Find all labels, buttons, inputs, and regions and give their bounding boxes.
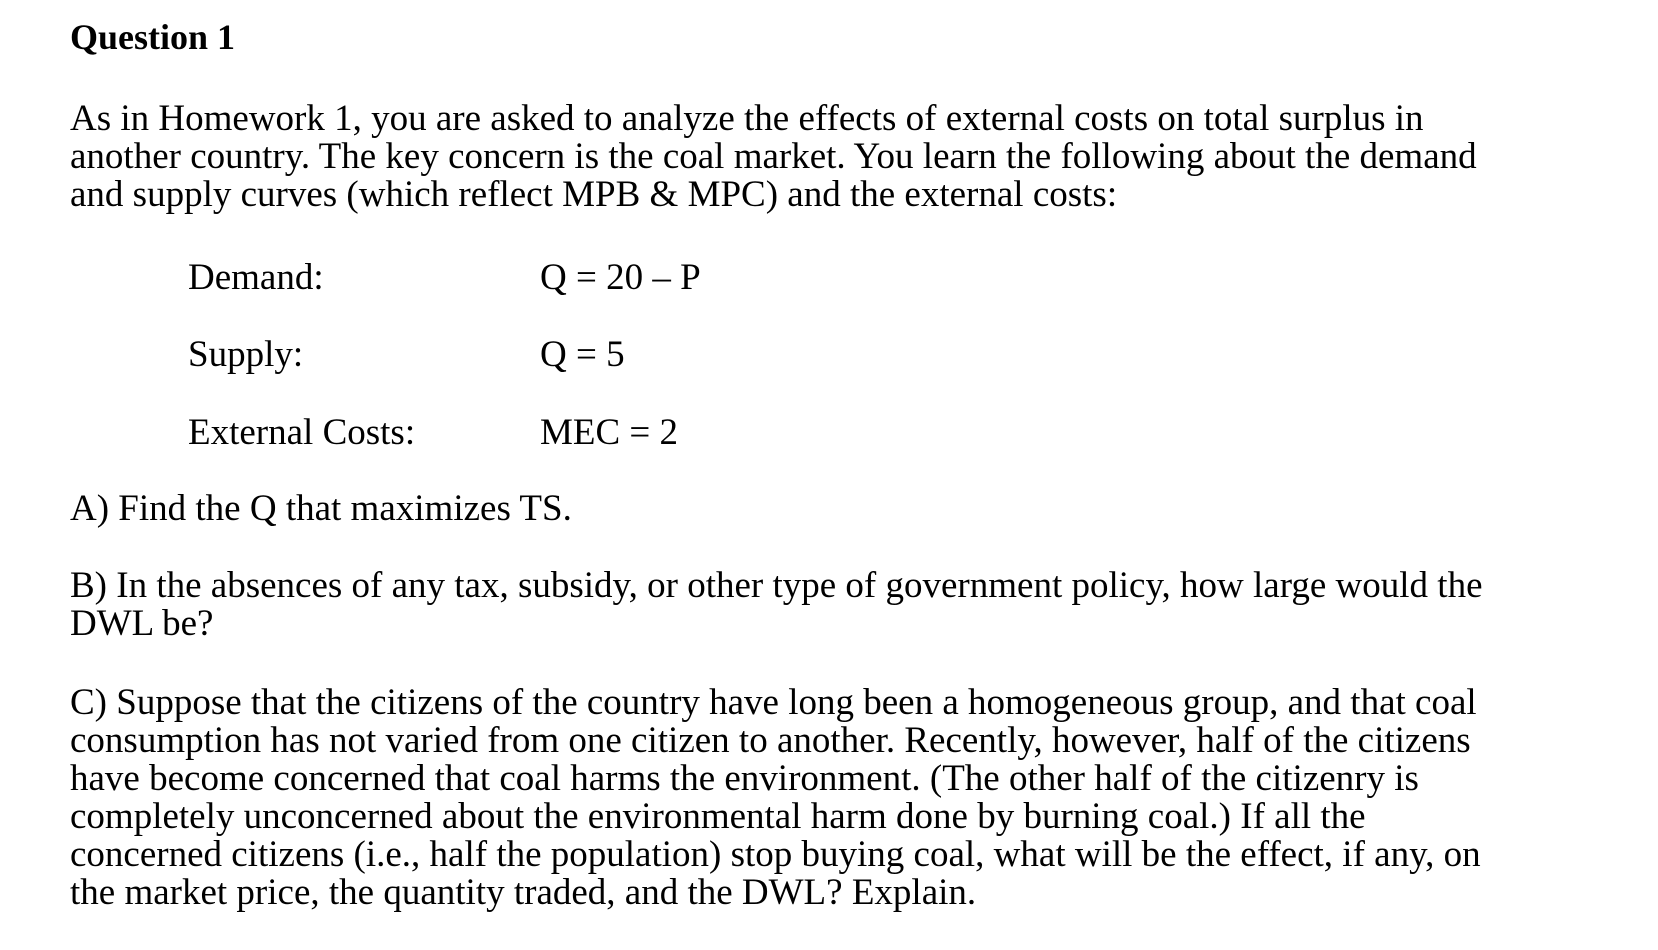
part-c — [70, 684, 1630, 912]
part-c-line: completely unconcerned about the environmental harm done by burning coal.) If all the — [70, 796, 1366, 837]
part-b-line: B) In the absences of any tax, subsidy, or other type of government policy, how large would the — [70, 565, 1483, 606]
intro-line: and supply curves (which reflect MPB & MPC) and the external costs: — [70, 174, 1118, 215]
part-c-line: consumption has not varied from one citizen to another. Recently, however, half of the citizens — [70, 720, 1471, 761]
supply-label: Supply: — [188, 334, 304, 375]
demand-equation: Q = 20 – P — [540, 257, 701, 298]
intro-line: As in Homework 1, you are asked to analyze the effects of external costs on total surplus in — [70, 98, 1424, 139]
part-a — [70, 490, 1630, 528]
part-c-line: C) Suppose that the citizens of the country have long been a homogeneous group, and that coal — [70, 682, 1477, 723]
part-c-line: concerned citizens (i.e., half the population) stop buying coal, what will be the effect, if any, on — [70, 834, 1481, 875]
demand-label: Demand: — [188, 257, 324, 298]
supply-equation: Q = 5 — [540, 334, 625, 375]
part-c-line: have become concerned that coal harms the environment. (The other half of the citizenry is — [70, 758, 1419, 799]
intro-paragraph — [70, 100, 1630, 214]
external-costs-label: External Costs: — [188, 412, 416, 453]
external-costs-equation: MEC = 2 — [540, 412, 679, 453]
intro-line: another country. The key concern is the coal market. You learn the following about the demand — [70, 136, 1477, 177]
question-title: Question 1 — [70, 17, 236, 57]
part-a-line: A) Find the Q that maximizes TS. — [70, 488, 572, 529]
part-b — [70, 567, 1630, 643]
part-c-line: the market price, the quantity traded, and the DWL? Explain. — [70, 872, 977, 913]
part-b-line: DWL be? — [70, 603, 214, 644]
